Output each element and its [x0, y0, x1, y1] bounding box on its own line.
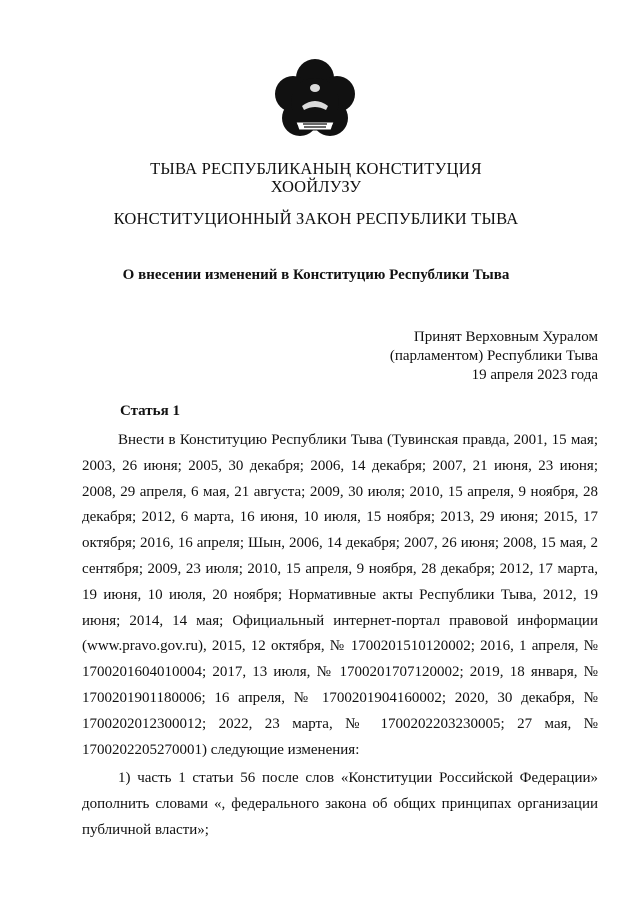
adoption-line3: 19 апреля 2023 года — [471, 367, 598, 383]
title-tyva-line2: ХООЙЛУЗУ — [270, 177, 362, 196]
title-tyva — [0, 160, 632, 196]
article-intro-paragraph: Внести в Конституцию Республики Тыва (Тувинская правда, 2001, 15 мая; 2003, 26 июня; 2005, 30 декабря; 2006, 14 декабря; 2007, 21 июня, 23 июня; 2008, 29 апреля, 6 мая, 21 августа; 2009, 30 июля; 2010, 15 апреля, 9 ноября, 28 декабря; 2012, 6 марта, 16 июня, 10 июля, 15 ноября; 2013, 29 июня; 2015, 17 октября; 2016, 16 апреля; Шын, 2006, 14 декабря; 2007, 26 июня; 2008, 15 мая, 2 сентября; 2009, 23 июля; 2010, 15 апреля, 9 ноября, 28 декабря; 2012, 17 марта, 19 июня, 10 июля, 20 ноября; Нормативные акты Республики Тыва, 2012, 19 июня; 2014, 14 мая; Официальный интернет-портал правовой информации (www.pravo.gov.ru), 2015, 12 октября, № 1700201510120002; 2016, 1 апреля, № 1700201604010004; 2017, 13 июля, № 1700201707120002; 2019, 18 января, № 1700201901180006; 16 апреля, № 1700201904160002; 2020, 30 декабря, № 1700202012300012; 2022, 23 марта, № 1700202203230005; 27 мая, № 1700202205270001) следующие изменения: — [82, 432, 598, 758]
article-heading: Статья 1 — [120, 403, 180, 419]
adoption-line2: (парламентом) Республики Тыва — [389, 348, 598, 364]
adoption-note — [390, 328, 598, 385]
tyva-coat-of-arms-icon — [274, 58, 356, 142]
law-title: О внесении изменений в Конституцию Республики Тыва — [122, 267, 510, 283]
title-tyva-line1: ТЫВА РЕСПУБЛИКАНЫҢ КОНСТИТУЦИЯ — [150, 159, 482, 178]
article-body — [82, 428, 598, 844]
article-item-1: 1) часть 1 статьи 56 после слов «Конституции Российской Федерации» дополнить словами «, федерального закона об общих принципах организации публичной власти»; — [82, 770, 598, 838]
adoption-line1: Принят Верховным Хуралом — [413, 329, 598, 345]
title-russian: КОНСТИТУЦИОННЫЙ ЗАКОН РЕСПУБЛИКИ ТЫВА — [113, 209, 519, 228]
